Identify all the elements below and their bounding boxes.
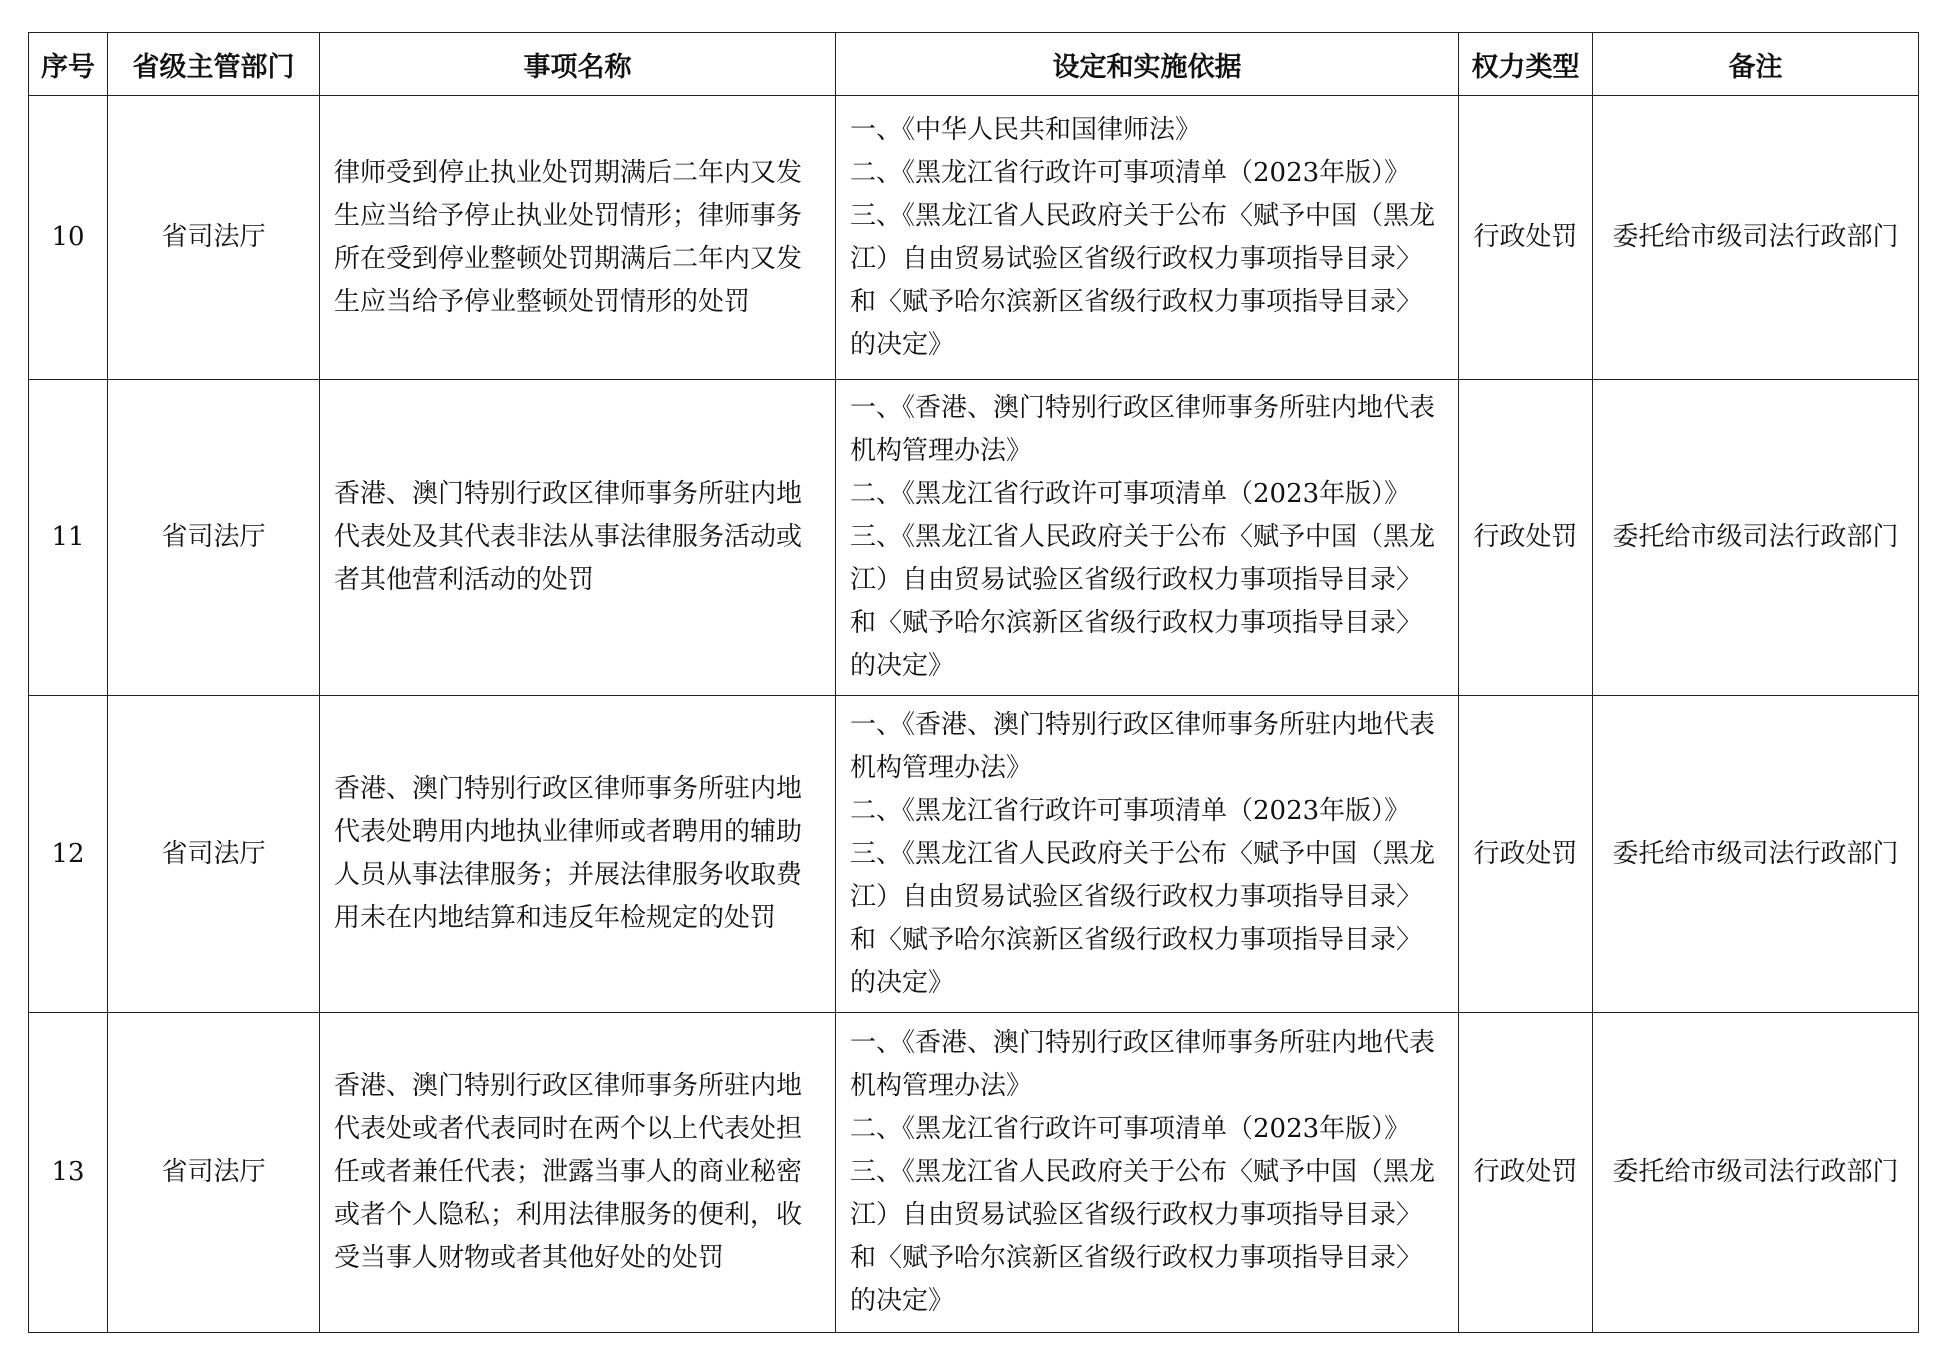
row-note: 委托给市级司法行政部门	[1593, 1013, 1919, 1333]
basis-line: 三、《黑龙江省人民政府关于公布〈赋予中国（黑龙江）自由贸易试验区省级行政权力事项指导目录〉和〈赋予哈尔滨新区省级行政权力事项指导目录〉的决定》	[850, 200, 1436, 360]
row-dept: 省司法厅	[108, 380, 320, 696]
row-basis	[836, 96, 1459, 380]
basis-line: 一、《香港、澳门特别行政区律师事务所驻内地代表机构管理办法》	[850, 1028, 1436, 1101]
header-note: 备注	[1593, 33, 1919, 96]
basis-line: 一、《香港、澳门特别行政区律师事务所驻内地代表机构管理办法》	[850, 709, 1436, 783]
row-note: 委托给市级司法行政部门	[1593, 96, 1919, 380]
row-item-name: 律师受到停止执业处罚期满后二年内又发生应当给予停止执业处罚情形；律师事务所在受到停业整顿处罚期满后二年内又发生应当给予停业整顿处罚情形的处罚	[320, 96, 836, 380]
row-note: 委托给市级司法行政部门	[1593, 696, 1919, 1013]
basis-line: 三、《黑龙江省人民政府关于公布〈赋予中国（黑龙江）自由贸易试验区省级行政权力事项指导目录〉和〈赋予哈尔滨新区省级行政权力事项指导目录〉的决定》	[850, 1157, 1436, 1316]
table-row	[29, 380, 1919, 696]
row-basis	[836, 380, 1459, 696]
header-num: 序号	[29, 33, 108, 96]
header-name: 事项名称	[320, 33, 836, 96]
row-power-type: 行政处罚	[1459, 380, 1593, 696]
row-power-type: 行政处罚	[1459, 96, 1593, 380]
basis-line: 二、《黑龙江省行政许可事项清单（2023年版）》	[850, 479, 1411, 509]
basis-line: 一、《中华人民共和国律师法》	[850, 114, 1202, 145]
basis-line: 二、《黑龙江省行政许可事项清单（2023年版）》	[850, 1114, 1411, 1144]
basis-line: 三、《黑龙江省人民政府关于公布〈赋予中国（黑龙江）自由贸易试验区省级行政权力事项指导目录〉和〈赋予哈尔滨新区省级行政权力事项指导目录〉的决定》	[850, 838, 1436, 998]
row-power-type: 行政处罚	[1459, 1013, 1593, 1333]
basis-line: 二、《黑龙江省行政许可事项清单（2023年版）》	[850, 157, 1411, 188]
row-power-type: 行政处罚	[1459, 696, 1593, 1013]
header-dept: 省级主管部门	[108, 33, 320, 96]
row-item-name: 香港、澳门特别行政区律师事务所驻内地代表处聘用内地执业律师或者聘用的辅助人员从事法律服务；并展法律服务收取费用未在内地结算和违反年检规定的处罚	[320, 696, 836, 1013]
basis-line: 一、《香港、澳门特别行政区律师事务所驻内地代表机构管理办法》	[850, 393, 1436, 466]
header-basis: 设定和实施依据	[836, 33, 1459, 96]
header-row	[29, 33, 1919, 96]
row-item-name: 香港、澳门特别行政区律师事务所驻内地代表处或者代表同时在两个以上代表处担任或者兼任代表；泄露当事人的商业秘密或者个人隐私；利用法律服务的便利，收受当事人财物或者其他好处的处罚	[320, 1013, 836, 1333]
row-num: 12	[29, 696, 108, 1013]
row-num: 10	[29, 96, 108, 380]
table-row	[29, 96, 1919, 380]
table-row	[29, 1013, 1919, 1333]
row-num: 13	[29, 1013, 108, 1333]
table-row	[29, 696, 1919, 1013]
basis-line: 三、《黑龙江省人民政府关于公布〈赋予中国（黑龙江）自由贸易试验区省级行政权力事项指导目录〉和〈赋予哈尔滨新区省级行政权力事项指导目录〉的决定》	[850, 522, 1436, 681]
row-num: 11	[29, 380, 108, 696]
row-note: 委托给市级司法行政部门	[1593, 380, 1919, 696]
row-dept: 省司法厅	[108, 696, 320, 1013]
items-table	[28, 32, 1919, 1333]
row-basis	[836, 1013, 1459, 1333]
header-type: 权力类型	[1459, 33, 1593, 96]
row-item-name: 香港、澳门特别行政区律师事务所驻内地代表处及其代表非法从事法律服务活动或者其他营利活动的处罚	[320, 380, 836, 696]
basis-line: 二、《黑龙江省行政许可事项清单（2023年版）》	[850, 795, 1411, 826]
row-dept: 省司法厅	[108, 96, 320, 380]
row-dept: 省司法厅	[108, 1013, 320, 1333]
row-basis	[836, 696, 1459, 1013]
